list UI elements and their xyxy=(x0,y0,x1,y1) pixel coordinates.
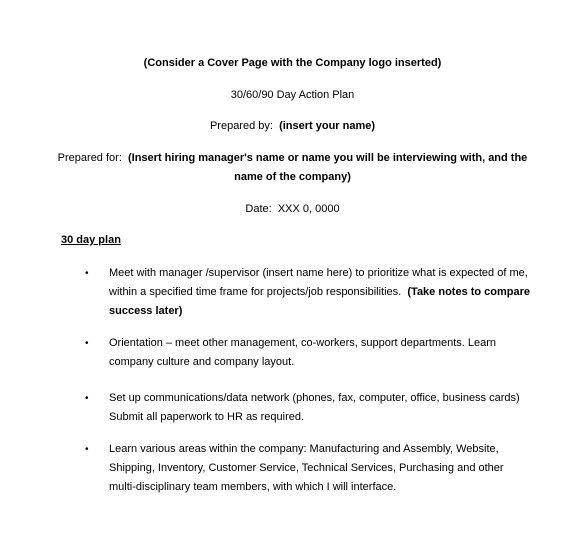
plan-title: 30/60/90 Day Action Plan xyxy=(230,89,355,101)
date-line xyxy=(0,202,585,217)
prepared-by-value: (insert your name) xyxy=(279,120,376,132)
bullet-icon: • xyxy=(85,444,89,455)
list-item-text: Learn various areas within the company: Manufacturing and Assembly, Website, Shipping, Inventory, Customer Service, Technical Services, Purchasing and other multi-disciplinary team members, with which I will interface. xyxy=(109,443,504,493)
bullet-icon: • xyxy=(85,393,89,404)
date-label: Date: xyxy=(245,203,272,215)
prepared-for-value-line1: (Insert hiring manager's name or name you will be interviewing with, and the xyxy=(128,152,528,164)
prepared-for-value-line2: name of the company) xyxy=(234,171,351,183)
list-item-text: Orientation – meet other management, co-workers, support departments. Learn company culture and company layout. xyxy=(109,337,497,368)
bullet-icon: • xyxy=(85,268,89,279)
bullet-icon: • xyxy=(85,338,89,349)
prepared-by-label: Prepared by: xyxy=(209,120,273,132)
section-heading: 30 day plan xyxy=(61,234,121,246)
prepared-for-line xyxy=(0,151,585,166)
cover-note: (Consider a Cover Page with the Company logo inserted) xyxy=(143,57,442,69)
list-item-text: Meet with manager /supervisor (insert name here) to prioritize what is expected of me, within a specified time frame for projects/job responsibilities. (Take notes to compare success later) xyxy=(109,267,531,317)
prepared-by-line xyxy=(0,119,585,134)
date-value: XXX 0, 0000 xyxy=(277,203,340,215)
list-item-text: Set up communications/data network (phones, fax, computer, office, business cards) Submit all paperwork to HR as required. xyxy=(109,392,520,423)
prepared-for-label: Prepared for: xyxy=(57,152,122,164)
